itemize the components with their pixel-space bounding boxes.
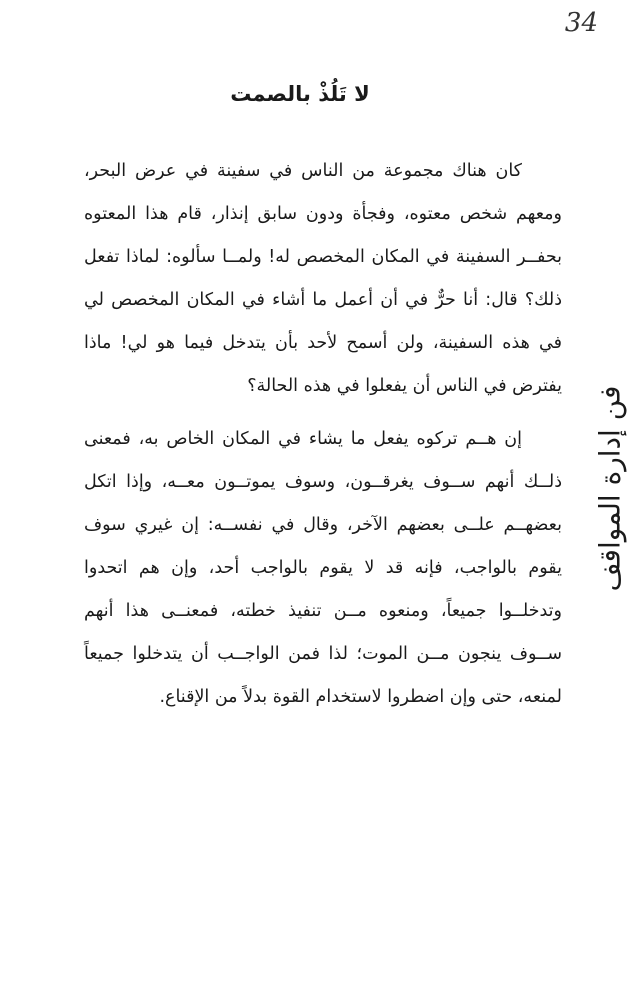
- text-line: إن هــم تركوه يفعل ما يشاء في المكان الخاص به، فمعنى: [84, 429, 522, 449]
- book-title-vertical: [588, 385, 632, 591]
- page-number: 34: [564, 8, 598, 38]
- paragraph-2: [84, 418, 562, 719]
- text-line: ذلك؟ قال: أنا حرٌّ في أن أعمل ما أشاء في المكان المخصص لي: [84, 290, 562, 310]
- text-line: بحفــر السفينة في المكان المخصص له! ولمــا سألوه: لماذا تفعل: [84, 247, 562, 267]
- text-line: ذلــك أنهم ســوف يغرقــون، وسوف يموتــون معــه، وإذا اتكل: [84, 472, 562, 492]
- text-line: يفترض في الناس أن يفعلوا في هذه الحالة؟: [247, 376, 562, 396]
- paragraph-gap: [84, 408, 562, 418]
- text-line: وتدخلــوا جميعاً، ومنعوه مــن تنفيذ خطته، فمعنــى هذا أنهم: [84, 601, 562, 621]
- text-line: يقوم بالواجب، فإنه قد لا يقوم بالواجب أحد، وإن هم اتحدوا: [84, 558, 562, 578]
- text-line: بعضهــم علــى بعضهم الآخر، وقال في نفســه: إن غيري سوف: [84, 515, 562, 535]
- text-line: ومعهم شخص معتوه، وفجأة ودون سابق إنذار، قام هذا المعتوه: [84, 204, 562, 224]
- book-title-text: فن إدارة المواقف: [593, 385, 627, 591]
- chapter-title: لا تَلُذْ بالصمت: [230, 82, 370, 106]
- body-text: [84, 150, 562, 719]
- text-line: في هذه السفينة، ولن أسمح لأحد بأن يتدخل فيما هو لي! ماذا: [84, 333, 562, 353]
- text-line: ســوف ينجون مــن الموت؛ لذا فمن الواجــب أن يتدخلوا جميعاً: [84, 644, 562, 664]
- paragraph-1: [84, 150, 562, 408]
- text-line: لمنعه، حتى وإن اضطروا لاستخدام القوة بدلاً من الإقناع.: [159, 687, 562, 707]
- text-line: كان هناك مجموعة من الناس في سفينة في عرض البحر،: [84, 161, 522, 181]
